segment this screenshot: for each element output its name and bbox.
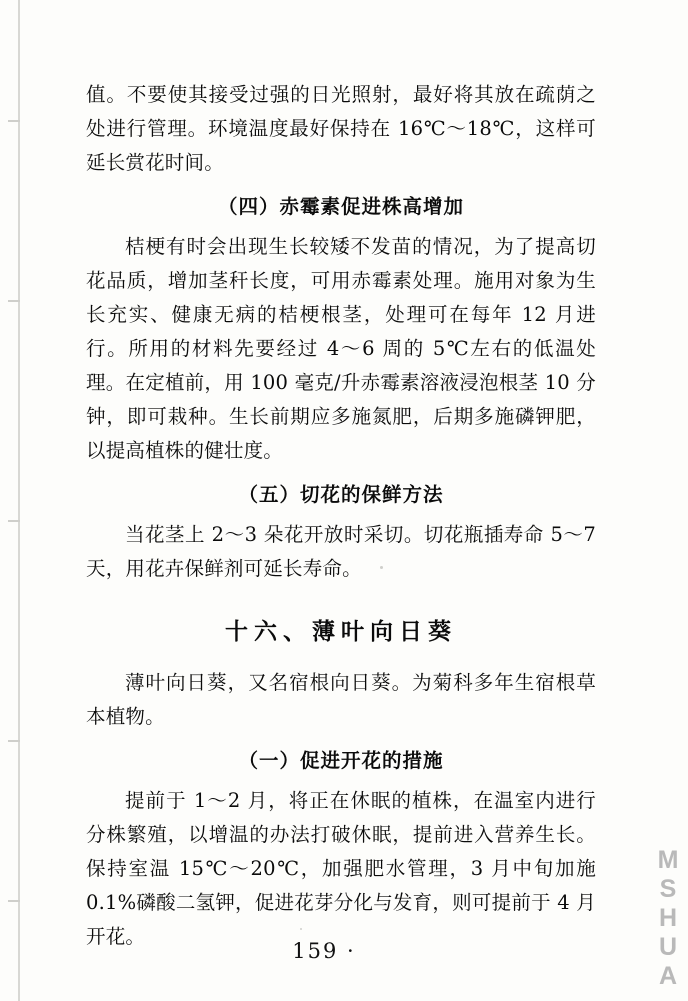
page-edge-tick — [8, 520, 20, 522]
subheading-cutflower-preservation: （五）切花的保鲜方法 — [238, 483, 444, 506]
paragraph-continued: 值。不要使其接受过强的日光照射，最好将其放在疏荫之处进行管理。环境温度最好保持在 16℃～18℃，这样可延长赏花时间。 — [86, 83, 596, 174]
paragraph-sunflower-intro: 薄叶向日葵，又名宿根向日葵。为菊科多年生宿根草本植物。 — [86, 671, 596, 728]
paragraph-cutflower-preservation: 当花茎上 2～3 朵花开放时采切。切花瓶插寿命 5～7 天，用花卉保鲜剂可延长寿命。 — [86, 523, 596, 580]
page-edge-tick — [8, 120, 20, 122]
subheading-flowering-measures: （一）促进开花的措施 — [238, 749, 444, 772]
page-edge-line — [18, 0, 20, 1001]
section-heading-sunflower: 十六、薄叶向日葵 — [225, 618, 457, 645]
page-footer — [0, 939, 688, 963]
page-number: 159 · — [292, 939, 356, 963]
page-edge-tick — [8, 740, 20, 742]
paragraph-gibberellin: 桔梗有时会出现生长较矮不发苗的情况，为了提高切花品质，增加茎秆长度，可用赤霉素处理。施用对象为生长充实、健康无病的桔梗根茎，处理可在每年 12 月进行。所用的材料先要经过 4～6 周的 5℃左右的低温处理。在定植前，用 100 毫克/升赤霉素溶液浸泡根茎 10 分钟，即可栽种。生长前期应多施氮肥，后期多施磷钾肥，以提高植株的健壮度。 — [86, 235, 596, 462]
page-edge-tick — [8, 900, 20, 902]
paragraph-flowering-measures: 提前于 1～2 月，将正在休眠的植株，在温室内进行分株繁殖，以增温的办法打破休眠，提前进入营养生长。保持室温 15℃～20℃，加强肥水管理，3 月中旬加施 0.1%磷酸二氢钾，促进花芽分化与发育，则可提前于 4 月开花。 — [86, 789, 596, 948]
page-body — [86, 78, 596, 956]
subheading-gibberellin: （四）赤霉素促进株高增加 — [217, 195, 464, 218]
page-edge-tick — [8, 300, 20, 302]
watermark-text: MSHUA — [654, 846, 682, 991]
